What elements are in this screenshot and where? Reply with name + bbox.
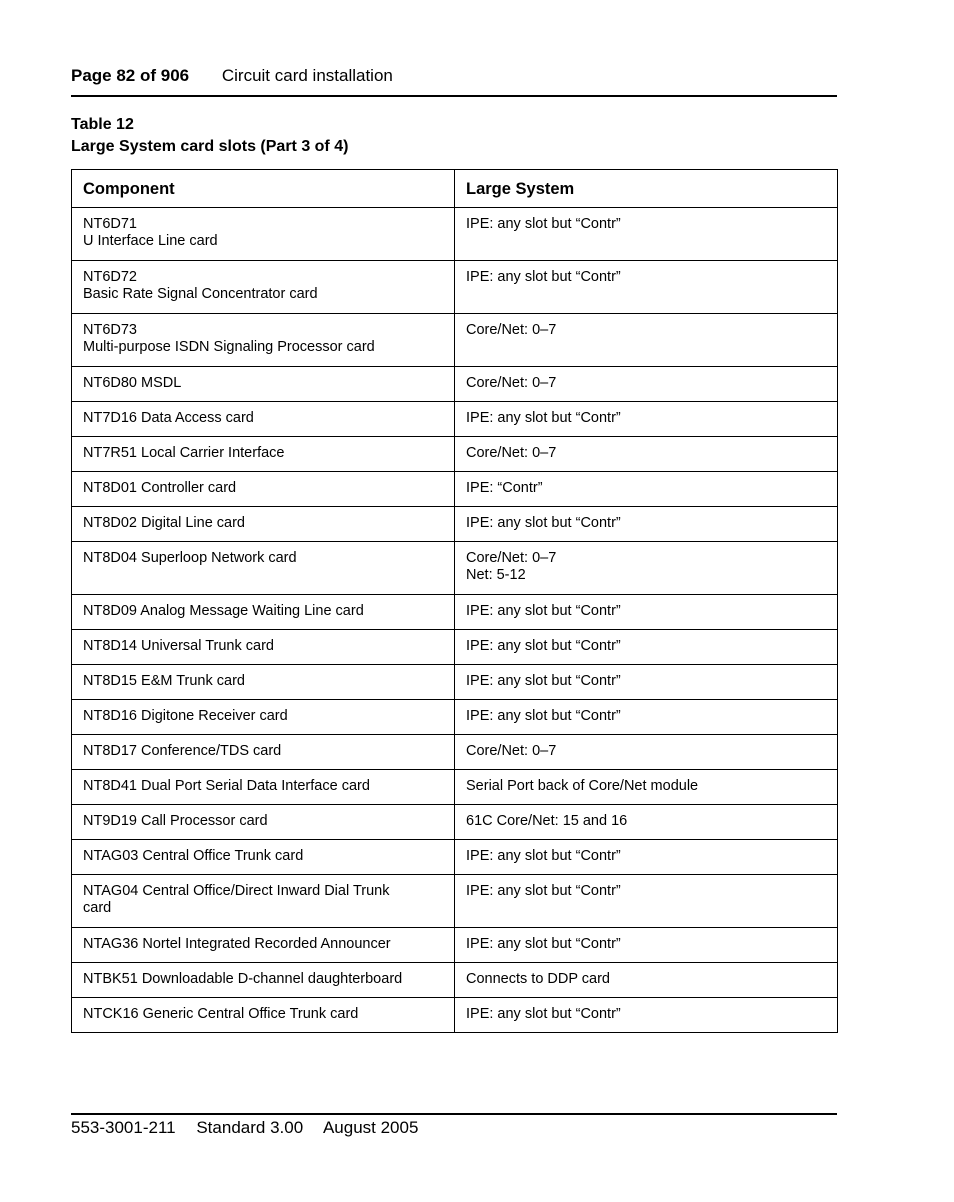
- table-row: [72, 769, 838, 804]
- large-system-cell: [455, 839, 838, 874]
- doc-number: 553-3001-211: [71, 1118, 176, 1137]
- component-cell: [72, 734, 455, 769]
- cell-text: Net: 5-12: [466, 567, 526, 583]
- cell-text: 61C Core/Net: 15 and 16: [466, 812, 628, 829]
- component-cell: [72, 629, 455, 664]
- cell-text: IPE: any slot but “Contr”: [466, 602, 621, 619]
- cell-text: IPE: any slot but “Contr”: [466, 637, 621, 654]
- component-cell: [72, 260, 455, 313]
- cell-text: NT7R51 Local Carrier Interface: [83, 444, 285, 461]
- cell-text: NTBK51 Downloadable D-channel daughterboard: [83, 970, 403, 987]
- table-row: [72, 664, 838, 699]
- cell-text: IPE: any slot but “Contr”: [466, 268, 621, 285]
- card-slots-table: [71, 169, 838, 1033]
- table-row: [72, 594, 838, 629]
- table-row: [72, 997, 838, 1032]
- cell-text: Multi-purpose ISDN Signaling Processor card: [83, 339, 375, 355]
- table-row: [72, 927, 838, 962]
- cell-text: IPE: any slot but “Contr”: [466, 409, 621, 426]
- cell-text: Core/Net: 0–7: [466, 374, 557, 391]
- table-row: [72, 471, 838, 506]
- table-title: Large System card slots (Part 3 of 4): [71, 138, 349, 155]
- column-header-large-system: Large System: [455, 170, 838, 208]
- cell-text: IPE: any slot but “Contr”: [466, 215, 621, 232]
- component-cell: [72, 874, 455, 927]
- cell-text: NTAG03 Central Office Trunk card: [83, 847, 304, 864]
- page-header: [71, 66, 836, 86]
- cell-text: NT8D15 E&M Trunk card: [83, 672, 245, 689]
- cell-text: NT7D16 Data Access card: [83, 409, 254, 426]
- large-system-cell: [455, 260, 838, 313]
- large-system-cell: [455, 506, 838, 541]
- component-cell: [72, 401, 455, 436]
- cell-text: Connects to DDP card: [466, 970, 610, 987]
- large-system-cell: [455, 664, 838, 699]
- cell-text: IPE: any slot but “Contr”: [466, 707, 621, 724]
- table-row: [72, 699, 838, 734]
- large-system-cell: [455, 207, 838, 260]
- cell-text: Basic Rate Signal Concentrator card: [83, 286, 318, 302]
- component-cell: [72, 506, 455, 541]
- cell-text: NT8D16 Digitone Receiver card: [83, 707, 288, 724]
- component-cell: [72, 541, 455, 594]
- section-title: Circuit card installation: [221, 66, 393, 85]
- table-row: [72, 629, 838, 664]
- cell-text: NTCK16 Generic Central Office Trunk card: [83, 1005, 359, 1022]
- cell-text: NT8D02 Digital Line card: [83, 514, 245, 531]
- cell-text: IPE: any slot but “Contr”: [466, 847, 621, 864]
- table-row: [72, 436, 838, 471]
- footer-rule: [71, 1113, 837, 1115]
- large-system-cell: [455, 734, 838, 769]
- component-cell: [72, 471, 455, 506]
- component-cell: [72, 769, 455, 804]
- cell-text: Serial Port back of Core/Net module: [466, 777, 699, 794]
- component-cell: [72, 962, 455, 997]
- cell-text: NT8D04 Superloop Network card: [83, 549, 297, 566]
- cell-text: IPE: any slot but “Contr”: [466, 935, 621, 952]
- cell-text: Core/Net: 0–7: [466, 549, 557, 566]
- table-row: [72, 313, 838, 366]
- cell-text: NT8D14 Universal Trunk card: [83, 637, 274, 654]
- component-cell: [72, 699, 455, 734]
- cell-text: NT8D01 Controller card: [83, 479, 237, 496]
- component-cell: [72, 927, 455, 962]
- column-header-component: Component: [72, 170, 455, 208]
- table-row: [72, 541, 838, 594]
- table-body: [72, 207, 838, 1032]
- large-system-cell: [455, 962, 838, 997]
- table-caption: [71, 114, 348, 158]
- page-number: Page 82 of 906: [71, 66, 190, 85]
- cell-text: NT6D73: [83, 321, 137, 338]
- component-cell: [72, 804, 455, 839]
- large-system-cell: [455, 699, 838, 734]
- page-footer: [71, 1118, 434, 1138]
- large-system-cell: [455, 769, 838, 804]
- table-row: [72, 734, 838, 769]
- table-row: [72, 401, 838, 436]
- table-row: [72, 260, 838, 313]
- large-system-cell: [455, 594, 838, 629]
- cell-text: Core/Net: 0–7: [466, 321, 557, 338]
- cell-text: NT6D71: [83, 215, 137, 232]
- table-row: [72, 506, 838, 541]
- large-system-cell: [455, 874, 838, 927]
- cell-text: card: [83, 900, 112, 916]
- cell-text: IPE: any slot but “Contr”: [466, 514, 621, 531]
- component-cell: [72, 664, 455, 699]
- table-header-row: [72, 170, 838, 208]
- large-system-cell: [455, 366, 838, 401]
- cell-text: NT8D41 Dual Port Serial Data Interface card: [83, 777, 370, 794]
- cell-text: IPE: any slot but “Contr”: [466, 882, 621, 899]
- header-rule: [71, 95, 837, 97]
- cell-text: NTAG04 Central Office/Direct Inward Dial Trunk: [83, 882, 390, 899]
- component-cell: [72, 594, 455, 629]
- cell-text: IPE: any slot but “Contr”: [466, 672, 621, 689]
- large-system-cell: [455, 997, 838, 1032]
- cell-text: IPE: any slot but “Contr”: [466, 1005, 621, 1022]
- doc-date: August 2005: [322, 1118, 419, 1137]
- large-system-cell: [455, 927, 838, 962]
- large-system-cell: [455, 629, 838, 664]
- cell-text: NT8D17 Conference/TDS card: [83, 742, 282, 759]
- cell-text: IPE: “Contr”: [466, 479, 543, 496]
- cell-text: NT6D72: [83, 268, 137, 285]
- cell-text: Core/Net: 0–7: [466, 444, 557, 461]
- cell-text: NT9D19 Call Processor card: [83, 812, 268, 829]
- large-system-cell: [455, 804, 838, 839]
- cell-text: U Interface Line card: [83, 233, 218, 249]
- large-system-cell: [455, 471, 838, 506]
- component-cell: [72, 997, 455, 1032]
- table-row: [72, 366, 838, 401]
- cell-text: NT6D80 MSDL: [83, 374, 182, 391]
- cell-text: NTAG36 Nortel Integrated Recorded Announcer: [83, 935, 391, 952]
- large-system-cell: [455, 436, 838, 471]
- large-system-cell: [455, 313, 838, 366]
- table-row: [72, 874, 838, 927]
- component-cell: [72, 366, 455, 401]
- cell-text: NT8D09 Analog Message Waiting Line card: [83, 602, 364, 619]
- component-cell: [72, 207, 455, 260]
- component-cell: [72, 313, 455, 366]
- table-row: [72, 962, 838, 997]
- table-row: [72, 804, 838, 839]
- large-system-cell: [455, 401, 838, 436]
- table-row: [72, 207, 838, 260]
- component-cell: [72, 839, 455, 874]
- cell-text: Core/Net: 0–7: [466, 742, 557, 759]
- doc-standard: Standard 3.00: [196, 1118, 304, 1137]
- table-number: Table 12: [71, 116, 134, 133]
- component-cell: [72, 436, 455, 471]
- table-row: [72, 839, 838, 874]
- large-system-cell: [455, 541, 838, 594]
